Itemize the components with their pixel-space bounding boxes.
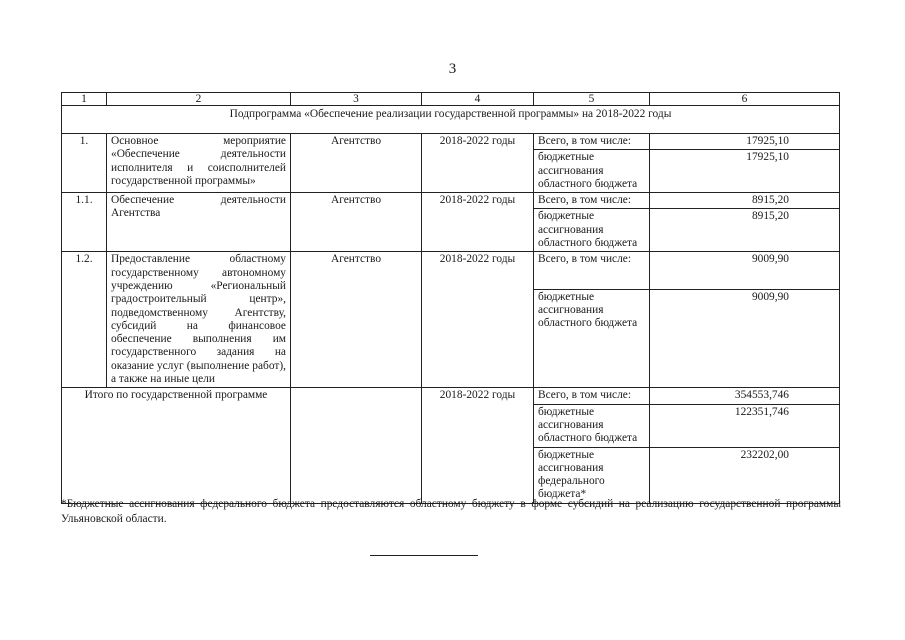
page-number: 3: [448, 61, 457, 77]
funding-source: бюджетные ассигнования областного бюджета: [534, 209, 650, 252]
subprogram-row: [62, 106, 840, 134]
executor: Агентство: [291, 134, 422, 193]
period: 2018-2022 годы: [422, 252, 534, 388]
funding-amount: 122351,746: [650, 404, 840, 447]
funding-source: бюджетные ассигнования областного бюджета: [534, 404, 650, 447]
total-label: Итого по государственной программе: [62, 388, 291, 503]
row-number: 1.2.: [62, 252, 107, 388]
subprogram-title: Подпрограмма «Обеспечение реализации государственной программы» на 2018-2022 годы: [62, 106, 840, 134]
funding-amount: 232202,00: [650, 447, 840, 503]
column-number: 4: [422, 93, 534, 106]
period: 2018-2022 годы: [422, 134, 534, 193]
funding-source: бюджетные ассигнования областного бюджета: [534, 150, 650, 193]
column-number: 3: [291, 93, 422, 106]
funding-source: бюджетные ассигнования областного бюджета: [534, 289, 650, 388]
table-row: [62, 252, 840, 289]
funding-source: Всего, в том числе:: [534, 388, 650, 404]
activity-name: Предоставление областному государственному автономному учреждению «Региональный градостроительный центр», подведомственному Агентству, субсидий на финансовое обеспечение выполнения им государственного задания на оказание услуг (выполнение работ), а также на иные цели: [107, 252, 291, 388]
funding-amount: 9009,90: [650, 252, 840, 289]
table-row: [62, 193, 840, 209]
funding-amount: 8915,20: [650, 193, 840, 209]
funding-amount: 8915,20: [650, 209, 840, 252]
closing-line: [370, 555, 478, 556]
funding-amount: 354553,746: [650, 388, 840, 404]
funding-source: Всего, в том числе:: [534, 134, 650, 150]
total-executor: [291, 388, 422, 503]
row-number: 1.1.: [62, 193, 107, 252]
total-row: [62, 388, 840, 404]
activity-name: Основное мероприятие «Обеспечение деятельности исполнителя и соисполнителей государственной программы»: [107, 134, 291, 193]
funding-source: бюджетные ассигнования федерального бюджета*: [534, 447, 650, 503]
table-row: [62, 134, 840, 150]
funding-amount: 17925,10: [650, 150, 840, 193]
activity-name: Обеспечение деятельности Агентства: [107, 193, 291, 252]
funding-amount: 17925,10: [650, 134, 840, 150]
funding-amount: 9009,90: [650, 289, 840, 388]
funding-source: Всего, в том числе:: [534, 252, 650, 289]
budget-table: [61, 92, 840, 504]
column-number-row: [62, 93, 840, 106]
executor: Агентство: [291, 193, 422, 252]
executor: Агентство: [291, 252, 422, 388]
period: 2018-2022 годы: [422, 193, 534, 252]
row-number: 1.: [62, 134, 107, 193]
footnote: *Бюджетные ассигнования федерального бюджета предоставляются областному бюджету в форме субсидий на реализацию государственной программы Ульяновской области.: [61, 498, 841, 525]
column-number: 1: [62, 93, 107, 106]
column-number: 6: [650, 93, 840, 106]
column-number: 5: [534, 93, 650, 106]
column-number: 2: [107, 93, 291, 106]
funding-source: Всего, в том числе:: [534, 193, 650, 209]
period: 2018-2022 годы: [422, 388, 534, 503]
